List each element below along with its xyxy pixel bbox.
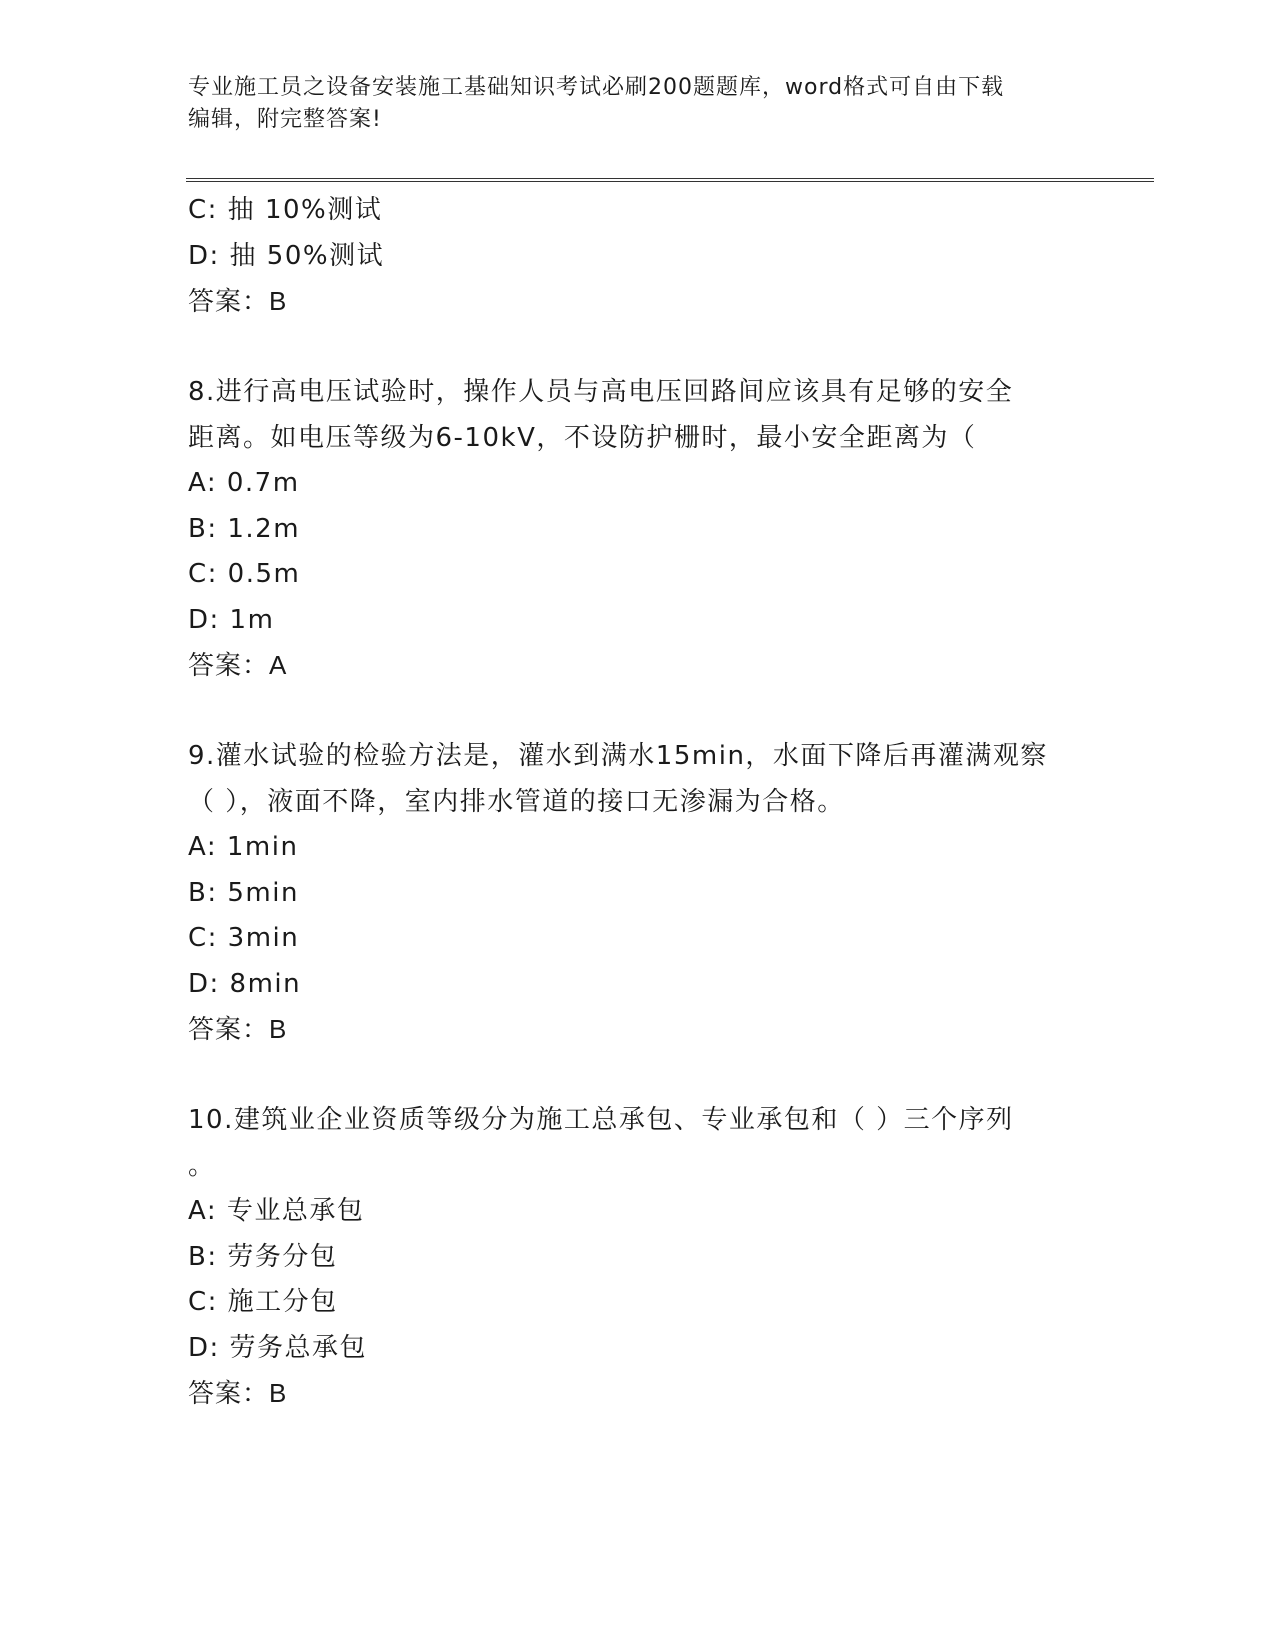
- question-text-line-1: 8.进行高电压试验时，操作人员与高电压回路间应该具有足够的安全: [188, 377, 1014, 407]
- option-d: D: 1m: [188, 604, 275, 635]
- option-a: A: 专业总承包: [188, 1196, 365, 1226]
- question-7: [188, 188, 1088, 325]
- option-c: C: 3min: [188, 923, 300, 953]
- question-text-line-1: 9.灌水试验的检验方法是，灌水到满水15min，水面下降后再灌满观察: [188, 741, 1048, 771]
- header-title-line-2: 编辑，附完整答案!: [188, 107, 382, 132]
- spacer: [188, 1053, 1088, 1099]
- header-divider: [186, 178, 1154, 182]
- option-d: D: 抽 50%测试: [188, 240, 385, 271]
- option-c: C: 0.5m: [188, 559, 301, 589]
- answer: 答案：B: [188, 286, 288, 316]
- spacer: [188, 689, 1088, 735]
- question-text-line-2: （ ），液面不降，室内排水管道的接口无渗漏为合格。: [188, 786, 845, 817]
- question-text-line-2: 距离。如电压等级为6-10kV，不设防护栅时，最小安全距离为（: [188, 422, 977, 453]
- question-8: [188, 370, 1088, 689]
- page-header: [188, 72, 1088, 136]
- question-10: [188, 1098, 1088, 1417]
- question-text-line-1: 10.建筑业企业资质等级分为施工总承包、专业承包和（ ）三个序列: [188, 1105, 1014, 1135]
- answer: 答案：B: [188, 1014, 288, 1044]
- question-text-line-2: 。: [188, 1150, 216, 1181]
- option-c: C: 施工分包: [188, 1287, 338, 1317]
- spacer: [188, 325, 1088, 371]
- question-content: [188, 188, 1088, 1417]
- answer: 答案：A: [188, 650, 288, 680]
- option-a: A: 1min: [188, 832, 299, 862]
- header-title-line-1: 专业施工员之设备安装施工基础知识考试必刷200题题库，word格式可自由下载: [188, 75, 1005, 100]
- option-a: A: 0.7m: [188, 468, 300, 498]
- option-b: B: 5min: [188, 877, 299, 908]
- option-d: D: 劳务总承包: [188, 1332, 368, 1363]
- option-b: B: 1.2m: [188, 513, 301, 544]
- option-c: C: 抽 10%测试: [188, 195, 383, 225]
- option-b: B: 劳务分包: [188, 1241, 338, 1272]
- question-9: [188, 734, 1088, 1053]
- answer: 答案：B: [188, 1378, 288, 1408]
- option-d: D: 8min: [188, 968, 302, 999]
